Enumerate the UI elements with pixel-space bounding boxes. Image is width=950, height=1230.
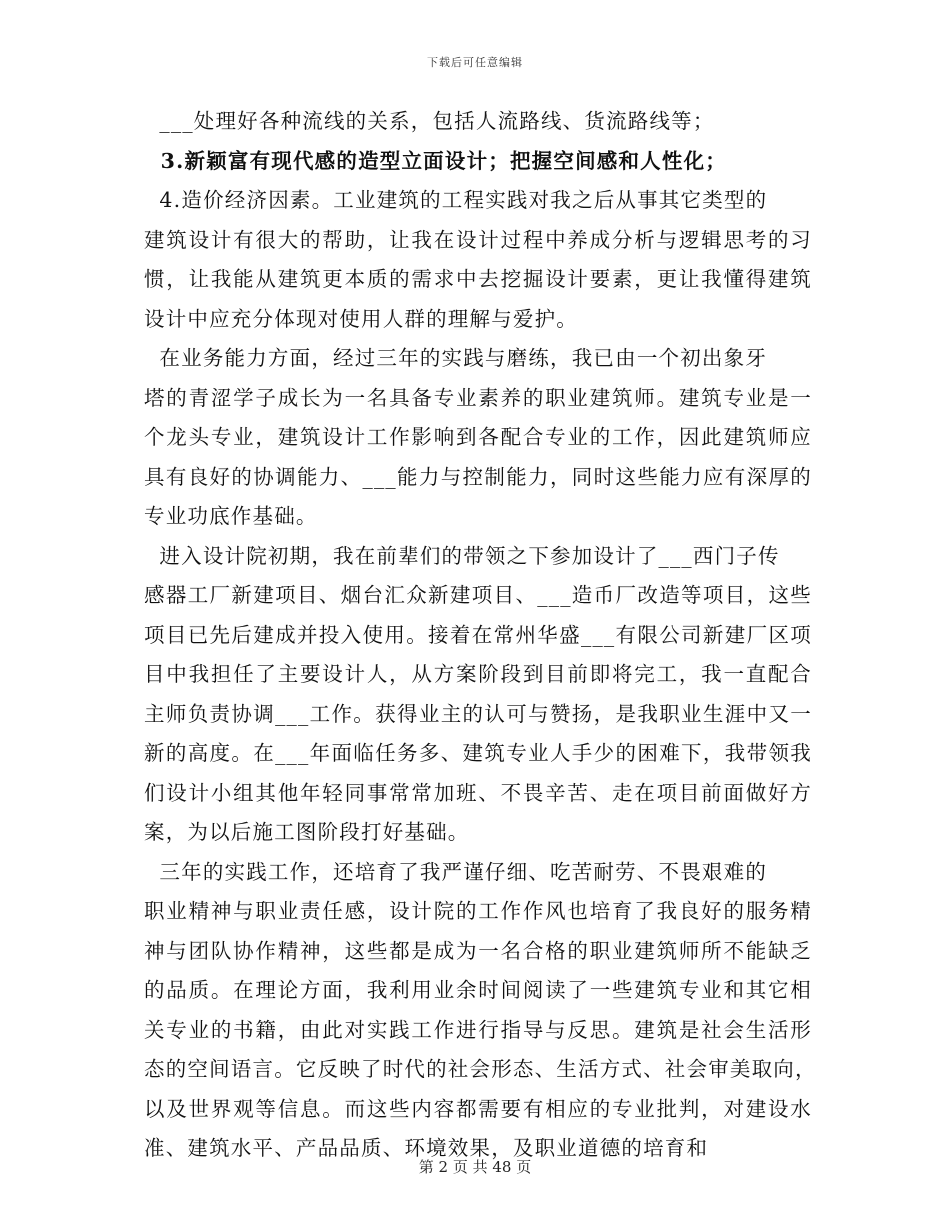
text-line: 专业功底作基础。 — [144, 504, 318, 528]
text-line: 三年的实践工作，还培育了我严谨仔细、吃苦耐劳、不畏艰难的 — [144, 859, 768, 884]
text-line: 目中我担任了主要设计人，从方案阶段到目前即将完工，我一直配合 — [144, 662, 812, 686]
text-line: 建筑设计有很大的帮助，让我在设计过程中养成分析与逻辑思考的习 — [144, 227, 812, 252]
text-line: 个龙头专业，建筑设计工作影响到各配合专业的工作，因此建筑师应 — [144, 425, 812, 449]
text-line: 的品质。在理论方面，我利用业余时间阅读了一些建筑专业和其它相 — [144, 978, 812, 1002]
text-line: 感器工厂新建项目、烟台汇众新建项目、___造币厂改造等项目，这些 — [144, 583, 812, 607]
text-line: 态的空间语言。它反映了时代的社会形态、生活方式、社会审美取向， — [144, 1057, 817, 1081]
text-line: 惯，让我能从建筑更本质的需求中去挖掘设计要素，更让我懂得建筑 — [144, 267, 812, 291]
text-line: 职业精神与职业责任感，设计院的工作作风也培育了我良好的服务精 — [144, 899, 812, 923]
text-line: 塔的青涩学子成长为一名具备专业素养的职业建筑师。建筑专业是一 — [144, 385, 812, 410]
text-line: 神与团队协作精神，这些都是成为一名合格的职业建筑师所不能缺乏 — [144, 938, 812, 963]
text-line: 新的高度。在___年面临任务多、建筑专业人手少的困难下，我带领我 — [144, 741, 812, 765]
page-number: 第 2 页 共 48 页 — [418, 1158, 532, 1176]
heading-line: 3.新颖富有现代感的造型立面设计；把握空间感和人性化； — [144, 148, 727, 173]
text-line: 准、建筑水平、产品品质、环境效果，及职业道德的培育和 — [144, 1136, 709, 1160]
text-line: 关专业的书籍，由此对实践工作进行指导与反思。建筑是社会生活形 — [144, 1017, 812, 1042]
text-line: 以及世界观等信息。而这些内容都需要有相应的专业批判，对建设水 — [144, 1096, 812, 1121]
text-line: 4.造价经济因素。工业建筑的工程实践对我之后从事其它类型的 — [144, 188, 768, 212]
text-line: ___处理好各种流线的关系，包括人流路线、货流路线等； — [144, 109, 715, 133]
text-line: 设计中应充分体现对使用人群的理解与爱护。 — [144, 306, 578, 331]
text-line: 主师负责协调___工作。获得业主的认可与赞扬，是我职业生涯中又一 — [144, 701, 812, 726]
text-line: 们设计小组其他年轻同事常常加班、不畏辛苦、走在项目前面做好方 — [144, 780, 812, 805]
text-line: 项目已先后建成并投入使用。接着在常州华盛___有限公司新建厂区项 — [144, 622, 812, 647]
document-body — [144, 102, 817, 1169]
text-line: 在业务能力方面，经过三年的实践与磨练，我已由一个初出象牙 — [144, 346, 768, 370]
text-line: 案，为以后施工图阶段打好基础。 — [144, 820, 470, 844]
page-header: 下载后可任意编辑 — [427, 56, 523, 69]
text-line: 进入设计院初期，我在前辈们的带领之下参加设计了___西门子传 — [144, 543, 780, 568]
text-line: 具有良好的协调能力、___能力与控制能力，同时这些能力应有深厚的 — [144, 464, 812, 489]
